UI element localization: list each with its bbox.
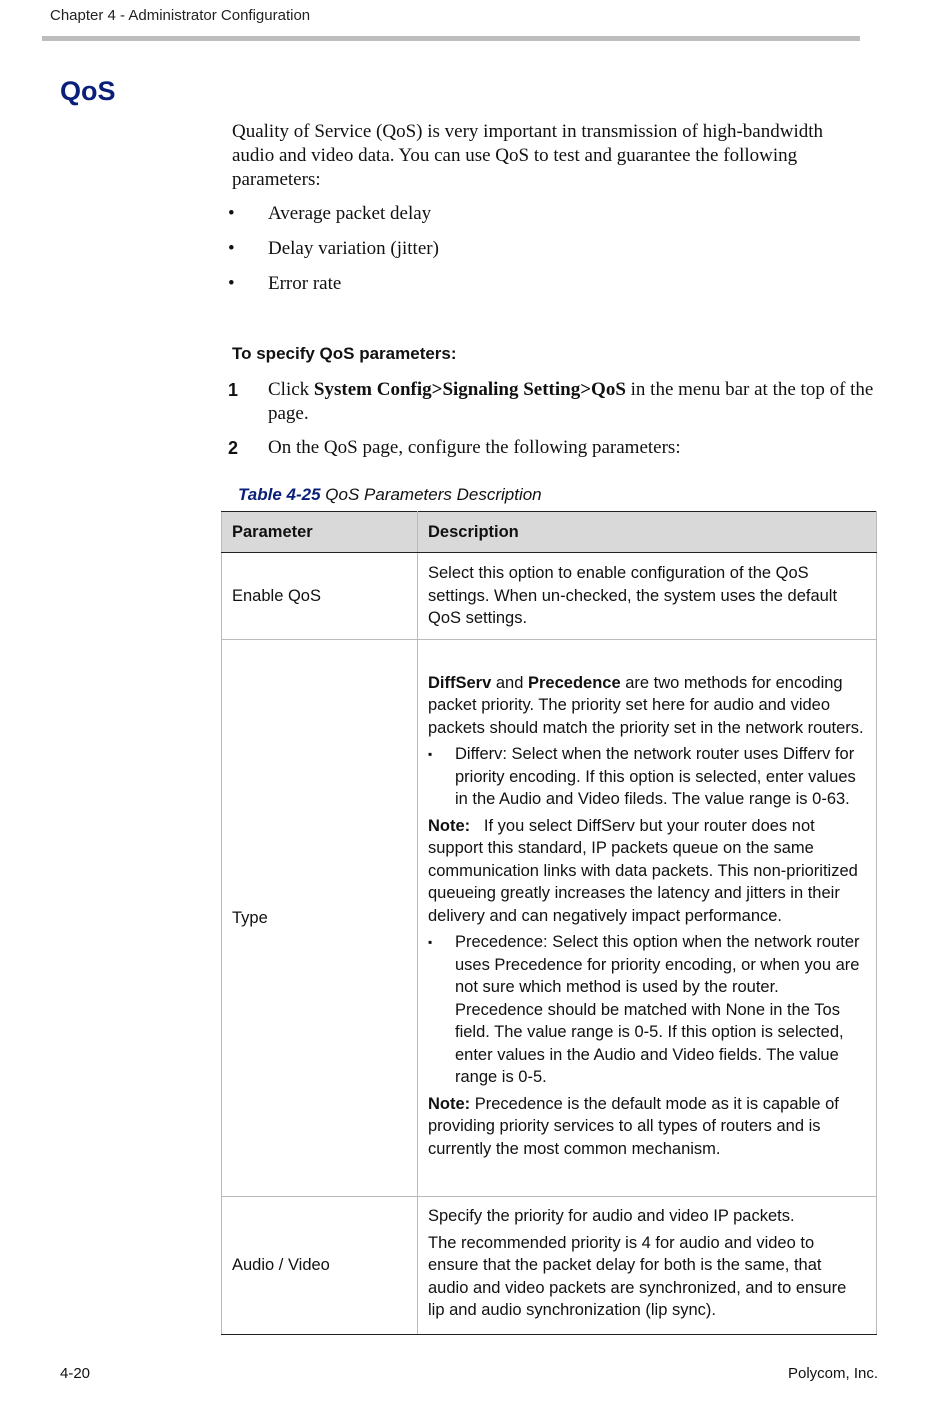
diffserv-item: ▪ Differv: Select when the network router uses Differv for priority encoding. If this option is selected, enter values in the Audio and Video fileds. The value range is 0-63.: [428, 745, 856, 809]
desc-cell: Select this option to enable configuration of the QoS settings. When un-checked, the system uses the default QoS settings.: [418, 553, 877, 640]
qos-parameters-table: [221, 511, 877, 1335]
table-row: [222, 553, 877, 640]
menu-path: System Config>Signaling Setting>QoS: [313, 379, 626, 400]
procedure-heading: To specify QoS parameters:: [232, 344, 457, 363]
step-text: Click System Config>Signaling Setting>QoS in the menu bar at the top of the page.: [268, 379, 874, 424]
running-header: Chapter 4 - Administrator Configuration: [50, 7, 311, 24]
table-number: Table 4-25: [238, 485, 321, 504]
desc-cell: Specify the priority for audio and video IP packets. The recommended priority is 4 for audio and video to ensure that the packet delay for both is the same, that audio and video packets are synchronized, and to ensure lip and audio synchronization (lip sync).: [418, 1197, 877, 1335]
precedence-item: ▪ Precedence: Select this option when the network router uses Precedence for priority encoding, or when you are not sure which method is used by the router. Precedence should be matched with None in the Tos field. The value range is 0-5. If this option is selected, enter values in the Audio and Video fields. The value range is 0-5.: [428, 933, 860, 1087]
bullet-icon: •: [228, 238, 235, 259]
table-title: QoS Parameters Description: [325, 485, 542, 504]
bullet-icon: •: [228, 273, 235, 294]
step-number: 1: [228, 380, 239, 400]
company-name: Polycom, Inc.: [787, 1365, 878, 1382]
table-row: [222, 640, 877, 1197]
precedence-note: Note: Precedence is the default mode as it is capable of providing priority services to all types of routers and is currently the most common mechanism.: [428, 1094, 839, 1158]
param-cell: Audio / Video: [222, 1197, 418, 1335]
diffserv-note: Note: If you select DiffServ but your router does not support this standard, IP packets queue on the same communication links with data packets. This non-prioritized queueing greatly increases the latency and jitters in their delivery and can negatively impact performance.: [428, 816, 863, 925]
table-header-row: [222, 512, 877, 553]
section-title: QoS: [60, 76, 116, 106]
param-cell: Enable QoS: [222, 553, 418, 640]
step-text: On the QoS page, configure the following parameters:: [268, 437, 681, 458]
header-divider: [42, 36, 860, 41]
step-number: 2: [228, 438, 239, 458]
page-number: 4-20: [60, 1365, 91, 1382]
square-bullet-icon: ▪: [428, 747, 433, 762]
square-bullet-icon: ▪: [428, 935, 433, 950]
column-header-description: Description: [418, 512, 877, 553]
table-row: [222, 1197, 877, 1335]
param-cell: Type: [222, 640, 418, 1197]
column-header-parameter: Parameter: [222, 512, 418, 553]
table-caption: [238, 485, 542, 505]
type-intro: DiffServ and Precedence are two methods for encoding packet priority. The priority set here for audio and video packets should match the priority set in the network routers.: [428, 673, 864, 737]
desc-cell: [418, 640, 877, 1197]
intro-paragraph: Quality of Service (QoS) is very important in transmission of high-bandwidth audio and video data. You can use QoS to test and guarantee the following parameters:: [232, 121, 824, 190]
bullet-icon: •: [228, 203, 235, 224]
